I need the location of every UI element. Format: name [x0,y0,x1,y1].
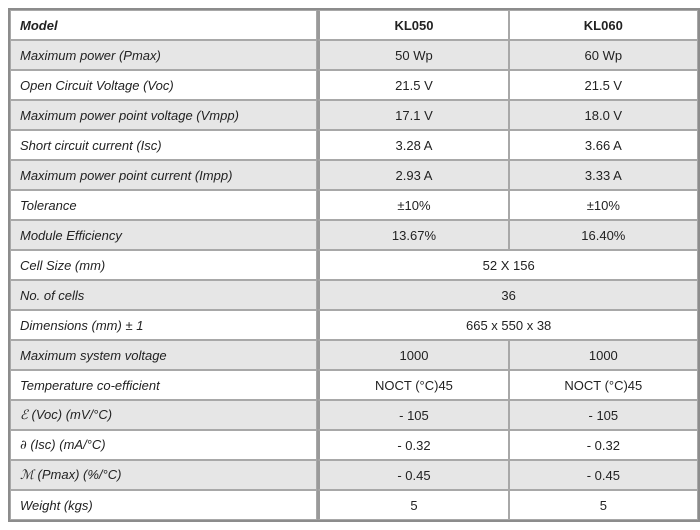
row-label: No. of cells [10,280,317,310]
kl060-value: NOCT (°C)45 [509,370,698,400]
table-row [10,400,698,430]
model-kl050-header: KL050 [317,10,508,40]
table-row [10,370,698,400]
kl050-value: 21.5 V [317,70,508,100]
table-row [10,310,698,340]
shared-value: 665 x 550 x 38 [317,310,698,340]
table-row [10,130,698,160]
kl060-value: - 0.32 [509,430,698,460]
table-row [10,490,698,520]
row-label-text: (Voc) (mV/°C) [31,407,113,422]
table-row [10,160,698,190]
model-header: Model [10,10,317,40]
row-label-text: (Pmax) (%/°C) [37,467,122,482]
row-label: Maximum system voltage [10,340,317,370]
kl050-value: - 0.45 [317,460,508,490]
row-label: Short circuit current (Isc) [10,130,317,160]
kl060-value: 1000 [509,340,698,370]
kl060-value: 18.0 V [509,100,698,130]
kl060-value: 60 Wp [509,40,698,70]
kl050-value: 2.93 A [317,160,508,190]
kl060-value: 16.40% [509,220,698,250]
row-label: Maximum power point current (Impp) [10,160,317,190]
kl050-value: 5 [317,490,508,520]
table-row [10,340,698,370]
table-row [10,220,698,250]
row-label: Module Efficiency [10,220,317,250]
row-label: Maximum power (Pmax) [10,40,317,70]
kl050-value: ±10% [317,190,508,220]
shared-value: 52 X 156 [317,250,698,280]
row-label: Temperature co-efficient [10,370,317,400]
row-label [10,460,317,490]
table-row [10,40,698,70]
kl050-value: NOCT (°C)45 [317,370,508,400]
shared-value: 36 [317,280,698,310]
table-row [10,430,698,460]
kl060-value: - 105 [509,400,698,430]
kl060-value: 5 [509,490,698,520]
row-label: Cell Size (mm) [10,250,317,280]
row-label [10,400,317,430]
kl060-value: - 0.45 [509,460,698,490]
table-row [10,280,698,310]
table-row [10,100,698,130]
kl060-value: 21.5 V [509,70,698,100]
row-label: Tolerance [10,190,317,220]
table-header-row [10,10,698,40]
kl050-value: 1000 [317,340,508,370]
row-label: Weight (kgs) [10,490,317,520]
kl050-value: 17.1 V [317,100,508,130]
table-row [10,190,698,220]
row-label [10,430,317,460]
model-kl060-header: KL060 [509,10,698,40]
kl060-value: 3.66 A [509,130,698,160]
kl050-value: 13.67% [317,220,508,250]
coefficient-symbol-icon: ℰ [20,408,28,423]
module-spec-table [8,8,700,522]
kl050-value: 50 Wp [317,40,508,70]
kl050-value: - 0.32 [317,430,508,460]
table-row [10,250,698,280]
kl060-value: ±10% [509,190,698,220]
table-row [10,70,698,100]
kl060-value: 3.33 A [509,160,698,190]
row-label: Maximum power point voltage (Vmpp) [10,100,317,130]
coefficient-symbol-icon: ℳ [20,468,34,483]
kl050-value: - 105 [317,400,508,430]
row-label-text: (Isc) (mA/°C) [30,437,106,452]
kl050-value: 3.28 A [317,130,508,160]
spec-table-container [8,8,700,522]
table-row [10,460,698,490]
row-label: Open Circuit Voltage (Voc) [10,70,317,100]
row-label: Dimensions (mm) ± 1 [10,310,317,340]
coefficient-symbol-icon: ∂ [20,438,27,453]
